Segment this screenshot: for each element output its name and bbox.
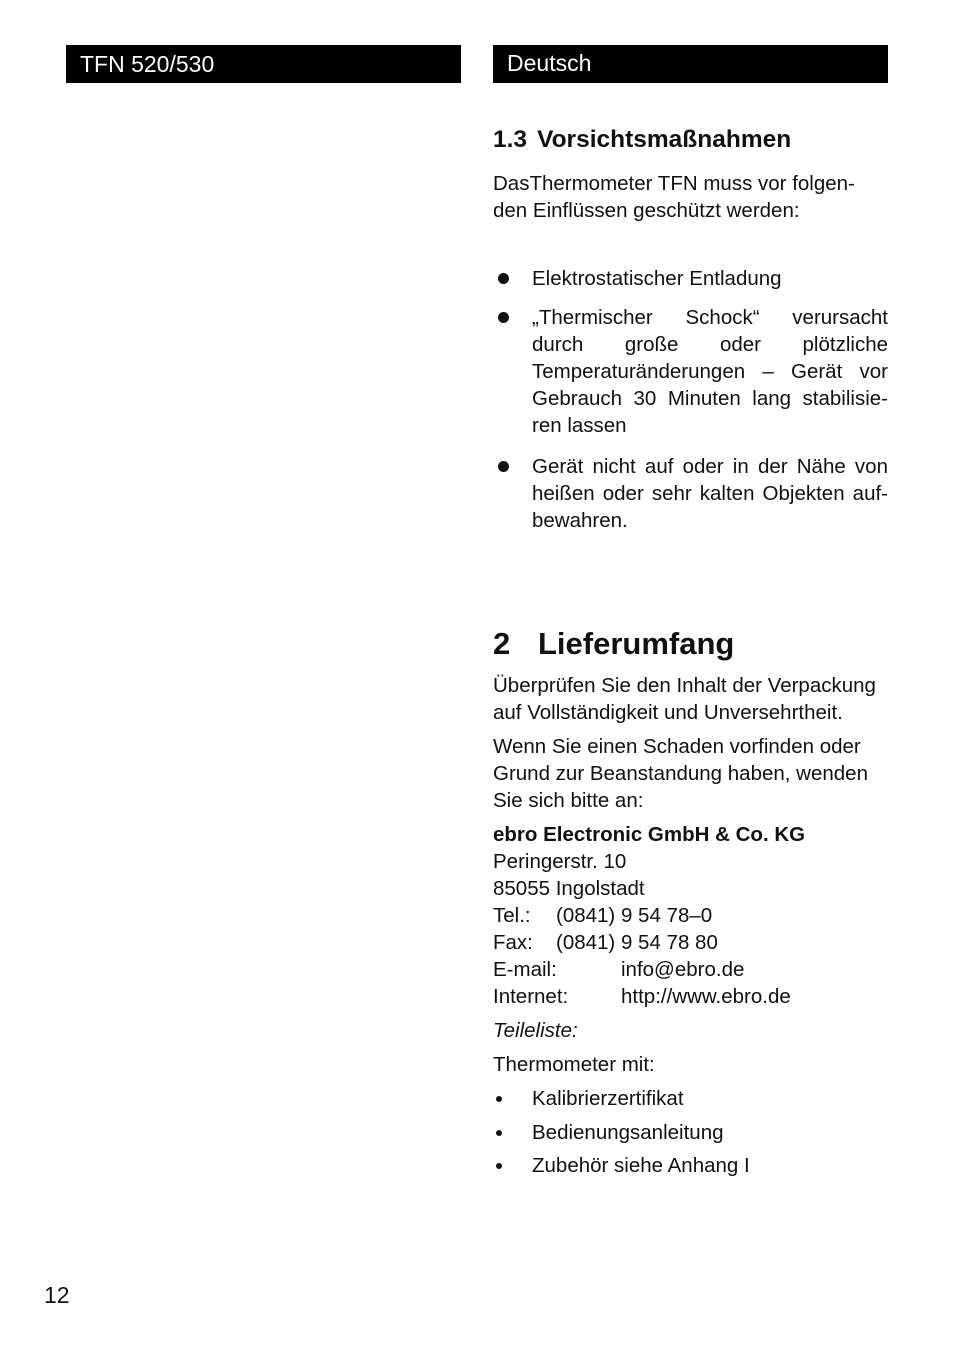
parts-list-item <box>493 1119 888 1146</box>
contact-internet <box>493 983 888 1010</box>
bullet-dot-icon <box>498 312 509 323</box>
intro-line: DasThermometer TFN muss vor folgen- <box>493 172 855 195</box>
section-1-3-intro <box>493 170 888 224</box>
precaution-text <box>532 304 888 439</box>
fax-value: (0841) 9 54 78 80 <box>556 931 718 954</box>
parts-item-text: Bedienungsanleitung <box>532 1121 724 1144</box>
bullet-dot-icon <box>498 273 509 284</box>
paragraph-line: Sie sich bitte an: <box>493 789 644 812</box>
section-2-number: 2 <box>493 626 511 661</box>
company-name: ebro Electronic GmbH & Co. KG <box>493 823 806 846</box>
header-model-label: TFN 520/530 <box>80 51 215 77</box>
parts-item-text: Kalibrierzertifikat <box>532 1087 684 1110</box>
precaution-line: Gerät nicht auf oder in der Nähe von <box>532 455 888 478</box>
fax-label: Fax: <box>493 931 533 954</box>
company-street: Peringerstr. 10 <box>493 850 627 873</box>
company-city: 85055 Ingolstadt <box>493 877 645 900</box>
intro-line: den Einflüssen geschützt werden: <box>493 199 800 222</box>
tel-label: Tel.: <box>493 904 531 927</box>
precaution-line: bewahren. <box>532 509 628 532</box>
internet-label: Internet: <box>493 985 569 1008</box>
precaution-text <box>532 453 888 534</box>
precaution-line: durch große oder plötzliche <box>532 333 888 356</box>
precaution-line: heißen oder sehr kalten Objekten auf- <box>532 482 888 505</box>
precaution-line: ren lassen <box>532 414 627 437</box>
header-language-label: Deutsch <box>507 50 592 76</box>
paragraph-line: Grund zur Beanstandung haben, wenden <box>493 762 868 785</box>
section-2-paragraph-2 <box>493 733 888 814</box>
parts-list-item <box>493 1085 888 1112</box>
section-1-3-title: Vorsichtsmaßnahmen <box>537 126 792 153</box>
precaution-line: Temperaturänderungen – Gerät vor <box>532 360 888 383</box>
header-model-bar <box>66 45 461 83</box>
contact-email <box>493 956 888 983</box>
page-number: 12 <box>44 1282 70 1308</box>
bullet-dot-icon <box>496 1130 502 1136</box>
precaution-line: Elektrostatischer Entladung <box>532 267 782 290</box>
parts-list-item <box>493 1152 888 1179</box>
contact-tel <box>493 902 888 929</box>
email-value: info@ebro.de <box>621 958 745 981</box>
tel-value: (0841) 9 54 78–0 <box>556 904 713 927</box>
precaution-line: „Thermischer Schock“ verursacht <box>532 306 888 329</box>
parts-list-heading: Teileliste: <box>493 1019 578 1042</box>
contact-address-block <box>493 821 888 1010</box>
bullet-dot-icon <box>496 1096 502 1102</box>
section-1-3-number: 1.3 <box>493 126 528 153</box>
section-2-paragraph-1 <box>493 672 888 726</box>
parts-list-intro: Thermometer mit: <box>493 1053 655 1076</box>
email-label: E-mail: <box>493 958 557 981</box>
paragraph-line: auf Vollständigkeit und Unversehrtheit. <box>493 701 843 724</box>
precaution-line: Gebrauch 30 Minuten lang stabilisie- <box>532 387 888 410</box>
header-language-bar <box>493 45 888 83</box>
paragraph-line: Wenn Sie einen Schaden vorfinden oder <box>493 735 861 758</box>
paragraph-line: Überprüfen Sie den Inhalt der Verpackung <box>493 674 876 697</box>
internet-value: http://www.ebro.de <box>621 985 791 1008</box>
parts-item-text: Zubehör siehe Anhang I <box>532 1154 750 1177</box>
section-2-title: Lieferumfang <box>538 626 735 661</box>
precaution-item <box>493 453 888 534</box>
section-1-3-heading <box>493 124 791 156</box>
contact-fax <box>493 929 888 956</box>
section-2-heading <box>493 624 734 664</box>
precaution-text <box>532 265 888 292</box>
precaution-item <box>493 304 888 439</box>
bullet-dot-icon <box>496 1163 502 1169</box>
precaution-item <box>493 265 888 292</box>
bullet-dot-icon <box>498 461 509 472</box>
